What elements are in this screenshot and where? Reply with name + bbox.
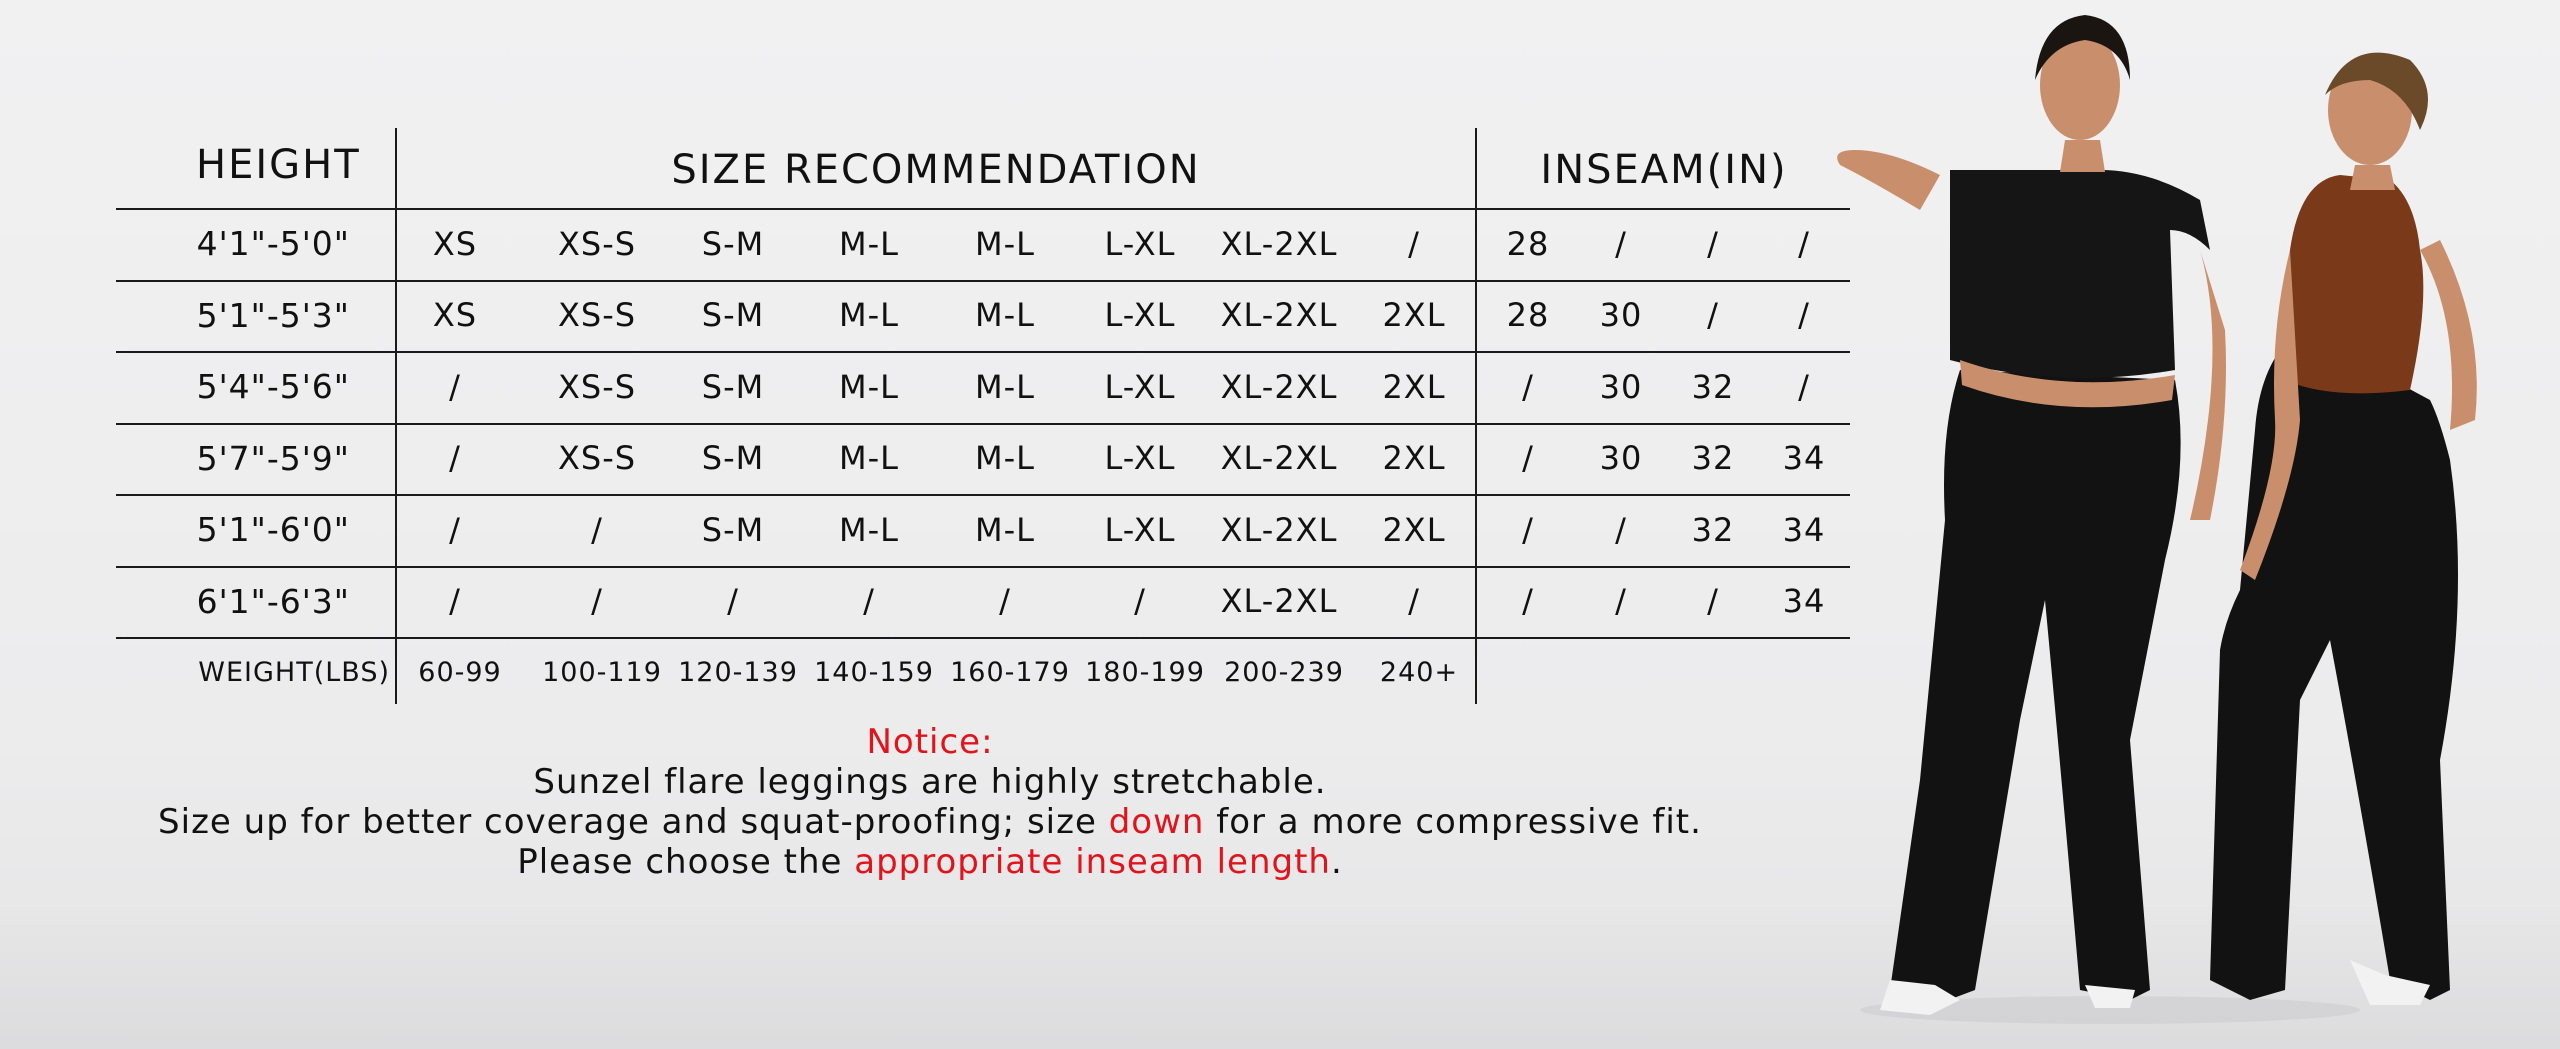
inseam-cell: / bbox=[1522, 439, 1534, 478]
inseam-cell: / bbox=[1707, 224, 1719, 263]
inseam-cell: / bbox=[1798, 296, 1810, 335]
inseam-cell: / bbox=[1798, 367, 1810, 406]
size-cell: / bbox=[727, 582, 739, 621]
inseam-cell: 30 bbox=[1599, 439, 1643, 478]
size-cell: XS-S bbox=[557, 224, 637, 263]
weight-cell: 180-199 bbox=[1085, 657, 1205, 689]
height-range-cell: 5'1"-6'0" bbox=[196, 510, 350, 550]
size-cell: / bbox=[863, 582, 875, 621]
size-cell: / bbox=[591, 510, 603, 549]
inseam-cell: / bbox=[1615, 582, 1627, 621]
size-cell: / bbox=[1408, 224, 1420, 263]
size-cell: XL-2XL bbox=[1220, 510, 1338, 549]
notice-line-2-end: for a more compressive fit. bbox=[1204, 802, 1702, 842]
size-cell: XS bbox=[432, 296, 478, 335]
weight-cell: 120-139 bbox=[678, 657, 798, 689]
notice-line-3-start: Please choose the bbox=[517, 842, 855, 882]
weight-cell: 200-239 bbox=[1224, 657, 1344, 689]
inseam-cell: / bbox=[1522, 582, 1534, 621]
size-cell: S-M bbox=[701, 367, 765, 406]
size-cell: XL-2XL bbox=[1220, 367, 1338, 406]
inseam-cell: 30 bbox=[1599, 296, 1643, 335]
size-cell: / bbox=[449, 582, 461, 621]
size-cell: / bbox=[1408, 582, 1420, 621]
inseam-cell: / bbox=[1522, 367, 1534, 406]
inseam-cell: 30 bbox=[1599, 367, 1643, 406]
size-cell: M-L bbox=[975, 296, 1035, 335]
size-cell: / bbox=[449, 439, 461, 478]
size-cell: L-XL bbox=[1104, 296, 1176, 335]
size-cell: 2XL bbox=[1382, 439, 1446, 478]
inseam-cell: / bbox=[1615, 224, 1627, 263]
inseam-cell: / bbox=[1707, 582, 1719, 621]
size-cell: / bbox=[449, 510, 461, 549]
size-cell: M-L bbox=[839, 367, 899, 406]
header-height: HEIGHT bbox=[196, 142, 361, 188]
height-range-cell: 5'1"-5'3" bbox=[196, 295, 350, 335]
size-cell: M-L bbox=[839, 510, 899, 549]
notice-line-3-end: . bbox=[1330, 842, 1343, 882]
header-inseam: INSEAM(IN) bbox=[1540, 147, 1788, 193]
size-cell: M-L bbox=[839, 224, 899, 263]
size-cell: S-M bbox=[701, 296, 765, 335]
inseam-cell: / bbox=[1615, 510, 1627, 549]
size-cell: XL-2XL bbox=[1220, 224, 1338, 263]
inseam-cell: 34 bbox=[1782, 582, 1826, 621]
size-cell: M-L bbox=[839, 296, 899, 335]
notice-line-2-start: Size up for better coverage and squat-proofing; size bbox=[158, 802, 1109, 842]
inseam-cell: 32 bbox=[1691, 439, 1735, 478]
size-cell: S-M bbox=[701, 439, 765, 478]
inseam-cell: / bbox=[1522, 510, 1534, 549]
notice-line-3 bbox=[150, 842, 1710, 882]
inseam-cell: 28 bbox=[1506, 296, 1550, 335]
size-cell: 2XL bbox=[1382, 296, 1446, 335]
weight-label: WEIGHT(LBS) bbox=[198, 657, 390, 689]
height-range-cell: 6'1"-6'3" bbox=[196, 581, 350, 621]
size-cell: M-L bbox=[975, 367, 1035, 406]
size-cell: XL-2XL bbox=[1220, 582, 1338, 621]
size-cell: M-L bbox=[975, 510, 1035, 549]
weight-cell: 60-99 bbox=[418, 657, 502, 689]
size-chart-table bbox=[0, 0, 1860, 720]
model-right bbox=[2210, 53, 2477, 1005]
size-cell: 2XL bbox=[1382, 510, 1446, 549]
inseam-cell: 32 bbox=[1691, 367, 1735, 406]
inseam-cell: / bbox=[1707, 296, 1719, 335]
size-cell: L-XL bbox=[1104, 224, 1176, 263]
size-cell: / bbox=[999, 582, 1011, 621]
model-photo bbox=[1830, 0, 2560, 1049]
inseam-cell: 32 bbox=[1691, 510, 1735, 549]
inseam-cell: 34 bbox=[1782, 439, 1826, 478]
weight-cell: 100-119 bbox=[542, 657, 662, 689]
size-cell: L-XL bbox=[1104, 439, 1176, 478]
inseam-cell: 34 bbox=[1782, 510, 1826, 549]
size-cell: / bbox=[449, 367, 461, 406]
height-range-cell: 4'1"-5'0" bbox=[196, 224, 350, 264]
size-cell: XS-S bbox=[557, 296, 637, 335]
size-cell: XS bbox=[432, 224, 478, 263]
notice-line-1: Sunzel flare leggings are highly stretchable. bbox=[533, 762, 1327, 802]
height-range-cell: 5'4"-5'6" bbox=[196, 367, 350, 407]
size-cell: M-L bbox=[975, 439, 1035, 478]
header-size-recommendation: SIZE RECOMMENDATION bbox=[671, 147, 1201, 193]
size-cell: M-L bbox=[975, 224, 1035, 263]
size-cell: XS-S bbox=[557, 439, 637, 478]
size-cell: 2XL bbox=[1382, 367, 1446, 406]
size-cell: / bbox=[1134, 582, 1146, 621]
size-cell: XS-S bbox=[557, 367, 637, 406]
inseam-cell: 28 bbox=[1506, 224, 1550, 263]
size-cell: S-M bbox=[701, 224, 765, 263]
size-cell: / bbox=[591, 582, 603, 621]
weight-cell: 160-179 bbox=[950, 657, 1070, 689]
size-cell: XL-2XL bbox=[1220, 439, 1338, 478]
inseam-cell: / bbox=[1798, 224, 1810, 263]
weight-cell: 240+ bbox=[1379, 657, 1459, 689]
model-left bbox=[1837, 15, 2226, 1015]
height-range-cell: 5'7"-5'9" bbox=[196, 438, 350, 478]
size-cell: M-L bbox=[839, 439, 899, 478]
size-cell: XL-2XL bbox=[1220, 296, 1338, 335]
notice-title: Notice: bbox=[866, 722, 994, 762]
notice-line-2-highlight: down bbox=[1108, 802, 1205, 842]
size-cell: L-XL bbox=[1104, 510, 1176, 549]
weight-cell: 140-159 bbox=[814, 657, 934, 689]
size-cell: L-XL bbox=[1104, 367, 1176, 406]
notice-line-2 bbox=[150, 802, 1710, 842]
notice-line-3-highlight: appropriate inseam length bbox=[854, 842, 1331, 882]
size-cell: S-M bbox=[701, 510, 765, 549]
